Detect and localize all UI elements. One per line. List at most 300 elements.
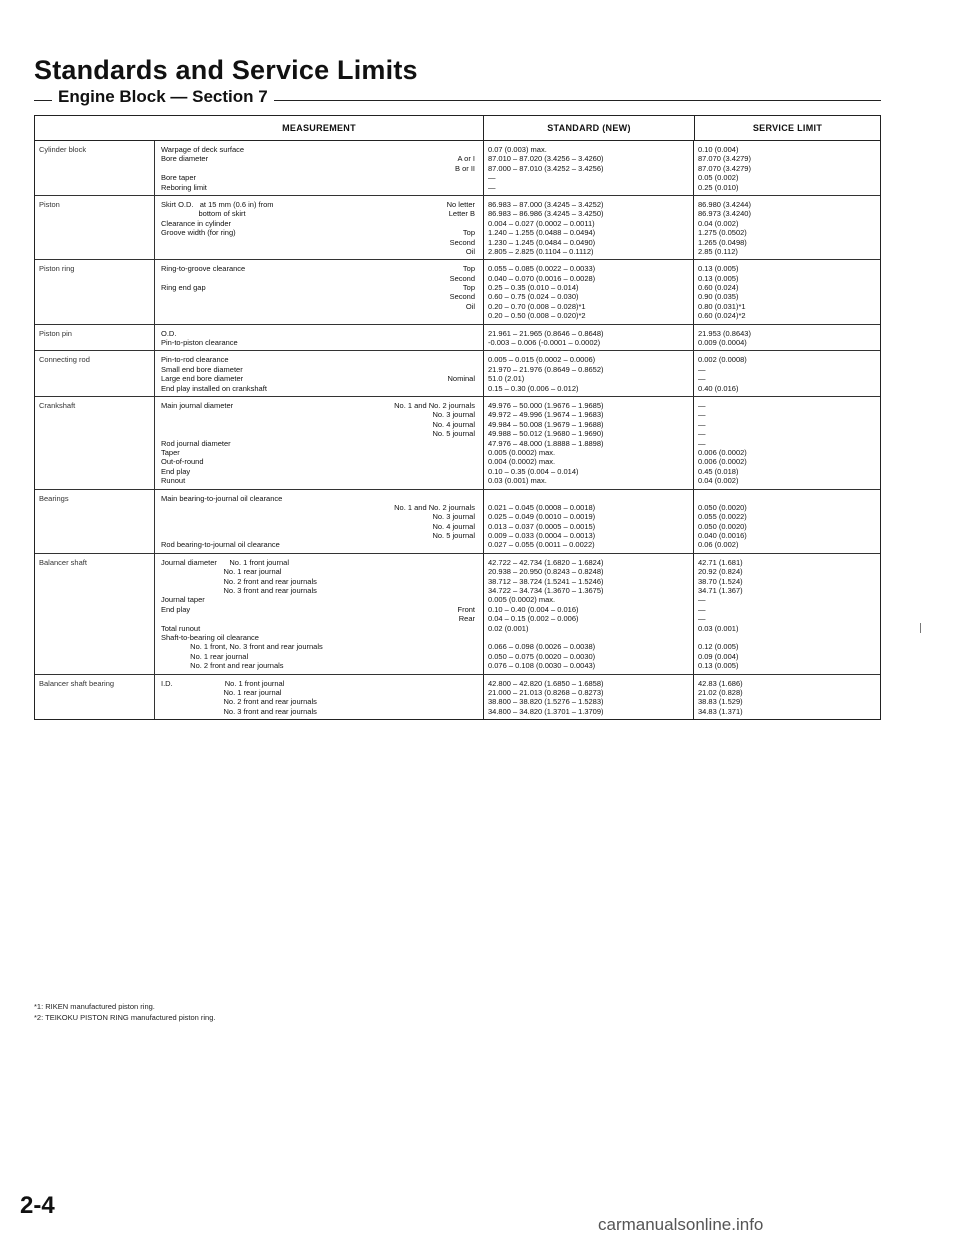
measurement-line <box>161 154 479 163</box>
standard-value: 0.20 – 0.50 (0.008 – 0.020)*2 <box>488 311 586 321</box>
standard-value: 0.03 (0.001) max. <box>488 476 547 486</box>
table-row <box>35 196 880 260</box>
measurement-line <box>161 173 479 182</box>
measurement-condition: Letter B <box>448 209 475 219</box>
measurement-line <box>161 642 479 651</box>
service-limit-value: 0.10 (0.004) <box>698 145 739 154</box>
measurement-line <box>161 384 479 393</box>
measurement-condition: Oil <box>465 301 475 311</box>
measurement-line <box>161 512 479 521</box>
measurement-condition: No. 3 journal <box>432 512 475 522</box>
standard-value: 0.15 – 0.30 (0.006 – 0.012) <box>488 383 579 393</box>
service-limit-value: 42.83 (1.686) <box>698 678 743 688</box>
measurement-label: No. 2 front and rear journals <box>161 661 284 671</box>
service-limit-value: 0.45 (0.018) <box>698 466 739 476</box>
measurement-line <box>161 697 479 706</box>
standard-value: 87.010 – 87.020 (3.4256 – 3.4260) <box>488 154 604 164</box>
standard-value: — <box>488 182 496 192</box>
measurement-cell <box>155 260 483 323</box>
service-limit-value: 38.70 (1.524) <box>698 576 743 586</box>
component-cell: Balancer shaft <box>35 554 155 674</box>
standard-cell <box>483 490 693 553</box>
measurement-condition <box>475 642 479 651</box>
measurement-label: Large end bore diameter <box>161 374 244 384</box>
standard-cell <box>483 554 693 674</box>
measurement-line <box>161 145 479 154</box>
measurement-line <box>161 503 479 512</box>
service-limit-value: 0.055 (0.0022) <box>698 512 747 522</box>
page-title: Standards and Service Limits <box>34 55 418 85</box>
standard-value: 34.722 – 34.734 (1.3670 – 1.3675) <box>488 586 604 596</box>
measurement-condition <box>475 661 479 670</box>
service-limit-value: — <box>698 604 706 614</box>
table-row <box>35 260 880 324</box>
standard-value: 0.07 (0.003) max. <box>488 145 547 154</box>
measurement-line <box>161 274 479 283</box>
service-limit-value: 1.265 (0.0498) <box>698 237 747 247</box>
measurement-condition <box>475 540 479 549</box>
measurement-line <box>161 688 479 697</box>
measurement-condition <box>475 586 479 595</box>
measurement-line <box>161 614 479 623</box>
standard-value: 0.04 – 0.15 (0.002 – 0.006) <box>488 614 579 624</box>
measurement-label: Groove width (for ring) <box>161 228 236 238</box>
measurement-label: End play <box>161 604 191 614</box>
measurement-condition: Nominal <box>447 374 475 384</box>
measurement-line <box>161 531 479 540</box>
standard-value: 0.021 – 0.045 (0.0008 – 0.0018) <box>488 502 596 512</box>
measurement-condition <box>475 384 479 393</box>
measurement-cell <box>155 490 483 553</box>
service-limit-value: — <box>698 364 706 374</box>
measurement-label: Skirt O.D. at 15 mm (0.6 in) from <box>161 199 274 209</box>
measurement-condition <box>475 633 479 642</box>
measurement-condition: Second <box>449 292 475 302</box>
standard-value: 0.20 – 0.70 (0.008 – 0.028)*1 <box>488 301 586 311</box>
table-row <box>35 351 880 397</box>
measurement-condition <box>475 688 479 697</box>
service-limit-value: 0.009 (0.0004) <box>698 338 747 348</box>
standard-value: 38.800 – 38.820 (1.5276 – 1.5283) <box>488 697 604 707</box>
standard-value: 51.0 (2.01) <box>488 374 525 384</box>
service-limit-value: 0.006 (0.0002) <box>698 447 747 457</box>
standard-value: 34.800 – 34.820 (1.3701 – 1.3709) <box>488 706 604 716</box>
measurement-line <box>161 633 479 642</box>
component-header <box>35 116 155 140</box>
service-limit-value: 0.13 (0.005) <box>698 661 739 671</box>
measurement-label: No. 1 rear journal <box>161 687 282 697</box>
measurement-label: Main journal diameter <box>161 400 234 410</box>
service-limit-cell <box>693 397 880 489</box>
measurement-condition <box>475 355 479 364</box>
measurement-cell <box>155 675 483 720</box>
standard-value: 47.976 – 48.000 (1.8888 – 1.8898) <box>488 438 604 448</box>
measurement-line <box>161 476 479 485</box>
standard-value: 21.000 – 21.013 (0.8268 – 0.8273) <box>488 687 604 697</box>
measurement-label: Shaft-to-bearing oil clearance <box>161 632 259 642</box>
measurement-line <box>161 429 479 438</box>
measurement-condition <box>475 707 479 716</box>
page-number: 2-4 <box>20 1192 55 1219</box>
standard-value: 0.050 – 0.075 (0.0020 – 0.0030) <box>488 651 596 661</box>
service-limit-cell <box>693 260 880 323</box>
standard-cell <box>483 397 693 489</box>
service-limit-value: — <box>698 595 706 605</box>
measurement-label: Taper <box>161 447 180 457</box>
service-limit-header: SERVICE LIMIT <box>694 116 880 140</box>
measurement-cell <box>155 351 483 396</box>
standard-value: 0.005 (0.0002) max. <box>488 447 556 457</box>
service-limit-value: 0.050 (0.0020) <box>698 502 747 512</box>
measurement-condition: No. 4 journal <box>432 521 475 531</box>
standard-value: 0.004 – 0.027 (0.0002 – 0.0011) <box>488 218 595 228</box>
measurement-line <box>161 457 479 466</box>
measurement-label: bottom of skirt <box>161 209 246 219</box>
footnote-2: *2: TEIKOKU PISTON RING manufactured piston ring. <box>34 1013 216 1022</box>
table-row <box>35 554 880 675</box>
measurement-condition <box>475 173 479 182</box>
measurement-condition <box>475 145 479 154</box>
measurement-condition: No. 4 journal <box>432 419 475 429</box>
service-limit-value: 2.85 (0.112) <box>698 246 738 256</box>
standard-value: 49.976 – 50.000 (1.9676 – 1.9685) <box>488 400 604 410</box>
measurement-condition: B or II <box>454 163 475 173</box>
measurement-line <box>161 311 479 320</box>
measurement-line <box>161 522 479 531</box>
measurement-label: No. 1 rear journal <box>161 567 282 577</box>
measurement-line <box>161 365 479 374</box>
measurement-condition <box>475 679 479 688</box>
service-limit-value: — <box>698 429 706 439</box>
service-limit-value: 0.006 (0.0002) <box>698 457 747 467</box>
standard-value: 42.800 – 42.820 (1.6850 – 1.6858) <box>488 678 604 688</box>
standard-value: 0.005 – 0.015 (0.0002 – 0.0006) <box>488 355 596 365</box>
service-limit-value: — <box>698 614 706 624</box>
measurement-condition <box>475 311 479 320</box>
measurement-condition <box>475 494 479 503</box>
standard-value: 0.013 – 0.037 (0.0005 – 0.0015) <box>488 521 596 531</box>
measurement-label: No. 2 front and rear journals <box>161 576 317 586</box>
service-limit-value: 34.83 (1.371) <box>698 706 743 716</box>
standard-value: 38.712 – 38.724 (1.5241 – 1.5246) <box>488 576 604 586</box>
service-limit-cell <box>693 675 880 720</box>
watermark: carmanualsonline.info <box>598 1215 764 1234</box>
measurement-condition <box>475 329 479 338</box>
measurement-condition: No. 1 and No. 2 journals <box>394 400 475 410</box>
measurement-line <box>161 707 479 716</box>
service-limit-value: 0.12 (0.005) <box>698 642 739 652</box>
service-limit-cell <box>693 351 880 396</box>
standard-value: 86.983 – 87.000 (3.4245 – 3.4252) <box>488 199 604 209</box>
table-row <box>35 141 880 196</box>
measurement-line <box>161 219 479 228</box>
measurement-line <box>161 374 479 383</box>
standard-header: STANDARD (NEW) <box>483 116 694 140</box>
measurement-line <box>161 247 479 256</box>
measurement-label: Reboring limit <box>161 182 207 192</box>
section-label: Engine Block — Section 7 <box>52 87 274 107</box>
standard-value: 49.972 – 49.996 (1.9674 – 1.9683) <box>488 410 604 420</box>
service-limit-value: 0.25 (0.010) <box>698 182 739 192</box>
standard-value: 86.983 – 86.986 (3.4245 – 3.4250) <box>488 209 604 219</box>
measurement-label: No. 1 front, No. 3 front and rear journals <box>161 642 323 652</box>
measurement-line <box>161 164 479 173</box>
standard-value: 21.961 – 21.965 (0.8646 – 0.8648) <box>488 328 604 338</box>
measurement-line <box>161 264 479 273</box>
standard-value: 0.60 – 0.75 (0.024 – 0.030) <box>488 292 579 302</box>
measurement-line <box>161 652 479 661</box>
measurement-line <box>161 238 479 247</box>
standard-value: 0.055 – 0.085 (0.0022 – 0.0033) <box>488 264 596 274</box>
measurement-line <box>161 420 479 429</box>
measurement-condition <box>475 652 479 661</box>
service-limit-value: 0.09 (0.004) <box>698 651 739 661</box>
measurement-condition: No. 5 journal <box>432 531 475 541</box>
standard-value: 0.025 – 0.049 (0.0010 – 0.0019) <box>488 512 596 522</box>
measurement-line <box>161 679 479 688</box>
service-limit-value: 0.04 (0.002) <box>698 476 739 486</box>
service-limit-value: — <box>698 400 706 410</box>
component-cell: Piston pin <box>35 325 155 351</box>
measurement-condition <box>475 457 479 466</box>
measurement-line <box>161 448 479 457</box>
service-limit-cell <box>693 196 880 259</box>
service-limit-cell <box>693 325 880 351</box>
service-limit-value: 20.92 (0.824) <box>698 567 743 577</box>
specs-table <box>34 115 881 720</box>
standard-value <box>488 633 689 642</box>
standard-value: 87.000 – 87.010 (3.4252 – 3.4256) <box>488 163 604 173</box>
standard-value: 1.230 – 1.245 (0.0484 – 0.0490) <box>488 237 596 247</box>
measurement-condition <box>475 448 479 457</box>
service-limit-value: 0.40 (0.016) <box>698 383 739 393</box>
measurement-cell <box>155 196 483 259</box>
table-header <box>35 116 880 141</box>
service-limit-cell <box>693 141 880 195</box>
service-limit-value: 38.83 (1.529) <box>698 697 743 707</box>
standard-cell <box>483 325 693 351</box>
service-limit-value: 87.070 (3.4279) <box>698 154 751 164</box>
measurement-cell <box>155 325 483 351</box>
measurement-condition: No. 3 journal <box>432 410 475 420</box>
measurement-condition <box>475 219 479 228</box>
table-row <box>35 675 880 720</box>
service-limit-value: 86.980 (3.4244) <box>698 199 751 209</box>
measurement-label: I.D. No. 1 front journal <box>161 678 285 688</box>
table-row <box>35 490 880 554</box>
standard-value: 0.076 – 0.108 (0.0030 – 0.0043) <box>488 661 596 671</box>
measurement-label: Pin-to-piston clearance <box>161 338 238 348</box>
measurement-condition <box>475 558 479 567</box>
standard-value: 0.027 – 0.055 (0.0011 – 0.0022) <box>488 540 595 550</box>
measurement-label: Main bearing-to-journal oil clearance <box>161 493 283 503</box>
measurement-label: O.D. <box>161 328 177 338</box>
measurement-condition <box>475 567 479 576</box>
measurement-label: Rod bearing-to-journal oil clearance <box>161 540 280 550</box>
service-limit-value: 0.03 (0.001) <box>698 623 739 633</box>
component-cell: Crankshaft <box>35 397 155 489</box>
footnote-1: *1: RIKEN manufactured piston ring. <box>34 1002 155 1011</box>
standard-value: 49.984 – 50.008 (1.9679 – 1.9688) <box>488 419 604 429</box>
measurement-label: Clearance in cylinder <box>161 218 232 228</box>
measurement-label: Bore diameter <box>161 154 209 164</box>
measurement-condition: Oil <box>465 246 475 256</box>
measurement-line <box>161 577 479 586</box>
measurement-condition: Second <box>449 273 475 283</box>
measurement-line <box>161 292 479 301</box>
standard-cell <box>483 351 693 396</box>
service-limit-value: 34.71 (1.367) <box>698 586 743 596</box>
standard-value: 0.005 (0.0002) max. <box>488 595 556 605</box>
standard-value: 0.10 – 0.40 (0.004 – 0.016) <box>488 604 579 614</box>
measurement-label: Out-of-round <box>161 457 204 467</box>
measurement-cell <box>155 141 483 195</box>
measurement-line <box>161 494 479 503</box>
service-limit-value: 0.040 (0.0016) <box>698 531 747 541</box>
measurement-label: No. 3 front and rear journals <box>161 586 317 596</box>
measurement-label: Journal taper <box>161 595 205 605</box>
measurement-line <box>161 338 479 347</box>
measurement-condition <box>475 577 479 586</box>
measurement-label: No. 1 rear journal <box>161 651 249 661</box>
measurement-label: End play <box>161 466 191 476</box>
measurement-condition <box>475 365 479 374</box>
standard-value: 21.970 – 21.976 (0.8649 – 0.8652) <box>488 364 604 374</box>
measurement-condition: Top <box>462 283 475 293</box>
table-row <box>35 325 880 352</box>
standard-value: 20.938 – 20.950 (0.8243 – 0.8248) <box>488 567 604 577</box>
measurement-header: MEASUREMENT <box>282 123 356 133</box>
measurement-label: Runout <box>161 476 186 486</box>
measurement-label: No. 3 front and rear journals <box>161 706 317 716</box>
measurement-condition: Second <box>449 237 475 247</box>
measurement-condition <box>475 624 479 633</box>
table-body <box>35 141 880 719</box>
measurement-line <box>161 661 479 670</box>
service-limit-value: — <box>698 438 706 448</box>
measurement-line <box>161 302 479 311</box>
standard-cell <box>483 675 693 720</box>
service-limit-cell <box>693 490 880 553</box>
service-limit-value: 0.60 (0.024) <box>698 283 739 293</box>
measurement-line <box>161 567 479 576</box>
standard-value: 49.988 – 50.012 (1.9680 – 1.9690) <box>488 429 604 439</box>
measurement-cell <box>155 397 483 489</box>
standard-value: 0.02 (0.001) <box>488 623 529 633</box>
component-cell: Bearings <box>35 490 155 553</box>
measurement-line <box>161 605 479 614</box>
standard-cell <box>483 141 693 195</box>
measurement-label: Pin-to-rod clearance <box>161 355 229 365</box>
measurement-condition <box>475 467 479 476</box>
measurement-label: Total runout <box>161 623 201 633</box>
service-limit-value: 0.06 (0.002) <box>698 540 739 550</box>
service-limit-value: — <box>698 410 706 420</box>
measurement-condition <box>475 338 479 347</box>
standard-cell <box>483 196 693 259</box>
measurement-condition <box>475 697 479 706</box>
measurement-line <box>161 200 479 209</box>
measurement-label: Ring end gap <box>161 283 206 293</box>
measurement-cell <box>155 554 483 674</box>
measurement-line <box>161 183 479 192</box>
component-cell: Connecting rod <box>35 351 155 396</box>
service-limit-value: 0.050 (0.0020) <box>698 521 747 531</box>
standard-value: 0.040 – 0.070 (0.0016 – 0.0028) <box>488 273 596 283</box>
measurement-label: Journal diameter No. 1 front journal <box>161 557 289 567</box>
component-cell: Balancer shaft bearing <box>35 675 155 720</box>
measurement-label: End play installed on crankshaft <box>161 383 267 393</box>
service-limit-value: 0.05 (0.002) <box>698 173 739 183</box>
service-limit-value <box>698 494 876 503</box>
measurement-line <box>161 401 479 410</box>
table-row <box>35 397 880 490</box>
service-limit-value: 0.13 (0.005) <box>698 264 739 274</box>
measurement-line <box>161 329 479 338</box>
measurement-line <box>161 209 479 218</box>
measurement-label: Small end bore diameter <box>161 364 243 374</box>
service-limit-value: 0.04 (0.002) <box>698 218 739 228</box>
measurement-condition: A or I <box>457 154 475 164</box>
measurement-condition: Top <box>462 264 475 274</box>
measurement-line <box>161 439 479 448</box>
service-limit-value: 0.90 (0.035) <box>698 292 739 302</box>
standard-value: 1.240 – 1.255 (0.0488 – 0.0494) <box>488 228 596 238</box>
service-limit-value: 21.953 (0.8643) <box>698 328 751 338</box>
measurement-label: Rod journal diameter <box>161 438 231 448</box>
standard-value: 2.805 – 2.825 (0.1104 – 0.1112) <box>488 246 594 256</box>
measurement-condition <box>475 183 479 192</box>
component-cell: Piston ring <box>35 260 155 323</box>
component-cell: Cylinder block <box>35 141 155 195</box>
measurement-condition <box>475 439 479 448</box>
standard-cell <box>483 260 693 323</box>
standard-value: -0.003 – 0.006 (-0.0001 – 0.0002) <box>488 338 601 348</box>
measurement-condition: No letter <box>446 199 475 209</box>
measurement-condition: Front <box>457 604 475 614</box>
service-limit-value: 21.02 (0.828) <box>698 687 743 697</box>
measurement-line <box>161 586 479 595</box>
standard-value: 42.722 – 42.734 (1.6820 – 1.6824) <box>488 557 604 567</box>
service-limit-value: — <box>698 419 706 429</box>
measurement-condition <box>475 476 479 485</box>
service-limit-value: 86.973 (3.4240) <box>698 209 751 219</box>
measurement-condition: Rear <box>458 614 475 624</box>
measurement-label: Ring-to-groove clearance <box>161 264 246 274</box>
measurement-line <box>161 410 479 419</box>
service-limit-value: 1.275 (0.0502) <box>698 228 747 238</box>
measurement-condition: No. 5 journal <box>432 429 475 439</box>
standard-value: 0.004 (0.0002) max. <box>488 457 556 467</box>
measurement-label: Warpage of deck surface <box>161 145 245 154</box>
service-limit-value: 0.13 (0.005) <box>698 273 739 283</box>
measurement-line <box>161 355 479 364</box>
measurement-line <box>161 228 479 237</box>
service-limit-value: 0.80 (0.031)*1 <box>698 301 746 311</box>
standard-value: 0.009 – 0.033 (0.0004 – 0.0013) <box>488 531 596 541</box>
service-limit-value: 0.60 (0.024)*2 <box>698 311 746 321</box>
measurement-line <box>161 558 479 567</box>
service-limit-value: 0.002 (0.0008) <box>698 355 747 365</box>
standard-value: 0.25 – 0.35 (0.010 – 0.014) <box>488 283 579 293</box>
component-cell: Piston <box>35 196 155 259</box>
measurement-label: No. 2 front and rear journals <box>161 697 317 707</box>
service-limit-cell <box>693 554 880 674</box>
standard-value <box>488 494 689 503</box>
standard-value: — <box>488 173 496 183</box>
measurement-condition: No. 1 and No. 2 journals <box>394 502 475 512</box>
measurement-line <box>161 624 479 633</box>
